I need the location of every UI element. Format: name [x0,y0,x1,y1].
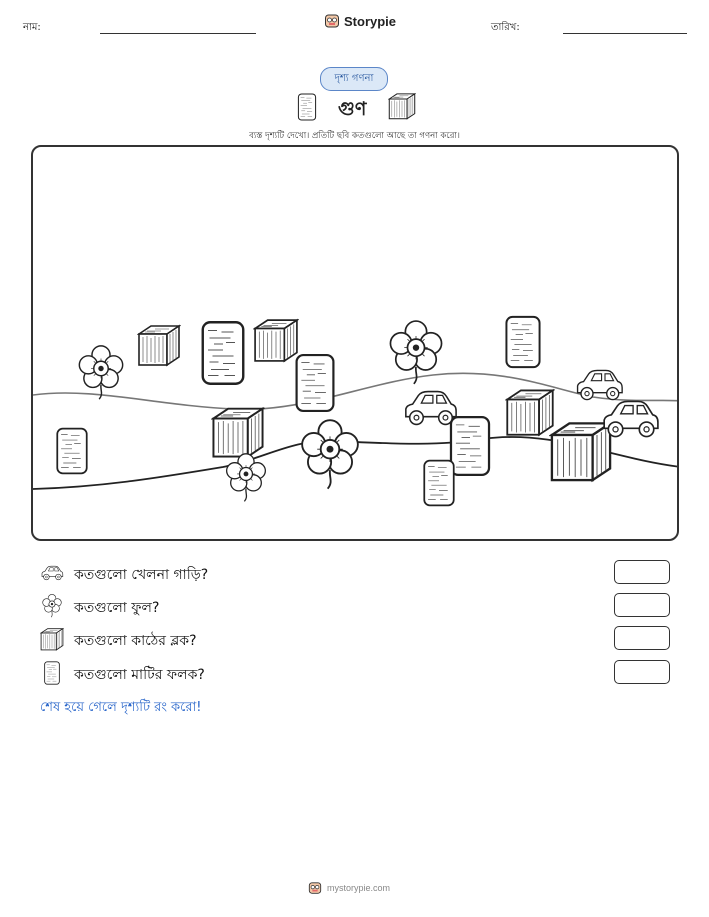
wooden-block [255,320,297,361]
clay-tablet [297,355,334,411]
scene-drawing [33,147,679,541]
name-line [100,33,256,34]
wooden-block [552,423,610,480]
clay-tablet-icon [297,93,317,121]
flower [79,346,122,399]
answer-box-cars[interactable] [614,560,670,584]
toy-car [406,392,456,425]
wooden-block-icon [40,627,64,651]
wooden-block-icon [388,92,416,120]
clay-tablet [506,317,539,367]
answer-box-blocks[interactable] [614,626,670,650]
question-row-flowers [40,593,680,619]
mascot-icon [308,881,322,895]
title-row [0,91,709,123]
page-title: গুণ [338,98,367,120]
clay-tablet [424,461,453,506]
answer-box-flowers[interactable] [614,593,670,617]
brand-name: Storypie [344,13,397,29]
instructions: ব্যস্ত দৃশ্যটি দেখো। প্রতিটি ছবি কতগুলো আছে তা গণনা করো। [249,131,460,141]
date-line [563,33,687,34]
question-text: কতগুলো খেলনা গাড়ি? [74,567,209,583]
toy-car [604,401,658,436]
question-text: কতগুলো কাঠের ব্লক? [74,633,197,649]
flower [227,454,266,502]
topic-badge: দৃশ্য গণনা [320,67,388,91]
name-label: নাম: [23,22,41,33]
clay-tablet [203,322,244,384]
counting-scene [31,145,679,541]
question-text: কতগুলো মাটির ফলক? [74,667,205,683]
flower-icon [40,594,64,618]
clay-tablet [451,417,489,475]
wooden-block [507,390,552,434]
flower [302,420,358,489]
wooden-block [213,409,262,457]
answer-box-tablets[interactable] [614,660,670,684]
question-row-tablets [40,660,680,686]
toy-car [578,370,623,399]
mascot-icon [324,13,340,29]
wooden-block [139,326,179,365]
clay-tablet [57,429,86,474]
brand-logo [324,13,396,29]
footer [308,881,390,895]
question-row-blocks [40,626,680,652]
question-text: কতগুলো ফুল? [74,600,160,616]
footer-url[interactable]: mystorypie.com [327,883,391,893]
toy-car-icon [40,561,64,585]
question-row-cars [40,560,680,586]
finish-note: শেষ হয়ে গেলে দৃশ্যটি রং করো! [40,700,202,715]
date-label: তারিখ: [491,22,520,33]
clay-tablet-icon [40,661,64,685]
